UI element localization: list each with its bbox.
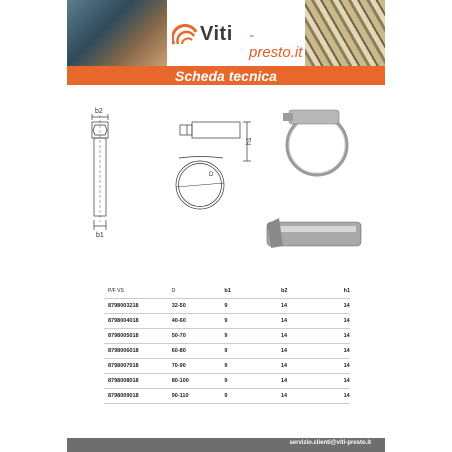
header-b1: b1 <box>216 284 269 299</box>
cell-d: 60-80 <box>168 344 217 359</box>
label-d: D <box>209 172 214 178</box>
cell-b1: 9 <box>216 359 269 374</box>
workshop-photo <box>67 0 167 66</box>
cell-d: 90-110 <box>168 389 217 404</box>
cell-d: 70-90 <box>168 359 217 374</box>
side-view-drawing <box>92 114 108 230</box>
table-row <box>104 344 350 359</box>
table-row <box>104 359 350 374</box>
header-d: D <box>168 284 217 299</box>
cell-h1: 14 <box>326 329 350 344</box>
header-b2: b2 <box>269 284 326 299</box>
cell-code: 8798003218 <box>104 299 168 314</box>
cell-h1: 14 <box>326 389 350 404</box>
cell-b2: 14 <box>269 344 326 359</box>
clamp-photo-top <box>283 110 347 175</box>
table-row <box>104 374 350 389</box>
cell-h1: 14 <box>326 299 350 314</box>
brand-logo[interactable] <box>172 22 303 61</box>
cell-d: 40-60 <box>168 314 217 329</box>
header <box>67 0 385 66</box>
logo-arc-icon <box>172 22 198 46</box>
cell-b1: 9 <box>216 329 269 344</box>
table-row <box>104 299 350 314</box>
cell-h1: 14 <box>326 344 350 359</box>
label-h1: h1 <box>246 137 253 145</box>
cell-b2: 14 <box>269 299 326 314</box>
cell-h1: 14 <box>326 359 350 374</box>
front-view-drawing <box>176 122 251 209</box>
cell-b2: 14 <box>269 359 326 374</box>
spec-table <box>104 284 350 404</box>
cell-h1: 14 <box>326 314 350 329</box>
header-h1: h1 <box>326 284 350 299</box>
cell-b2: 14 <box>269 329 326 344</box>
cell-b2: 14 <box>269 374 326 389</box>
table-row <box>104 389 350 404</box>
cell-d: 80-100 <box>168 374 217 389</box>
cell-b1: 9 <box>216 299 269 314</box>
cell-code: 8798005018 <box>104 329 168 344</box>
banner-title: Scheda tecnica <box>175 67 277 84</box>
title-banner <box>67 66 385 85</box>
technical-drawings <box>67 100 385 260</box>
screws-photo <box>305 0 385 66</box>
cell-b2: 14 <box>269 389 326 404</box>
table-row <box>104 329 350 344</box>
brand-suffix: -presto.it <box>249 27 303 61</box>
footer-email-link[interactable]: servizio.clienti@viti-presto.it <box>289 440 371 446</box>
cell-b1: 9 <box>216 314 269 329</box>
cell-code: 8798007018 <box>104 359 168 374</box>
cell-b1: 9 <box>216 374 269 389</box>
cell-code: 8798008018 <box>104 374 168 389</box>
cell-d: 32-50 <box>168 299 217 314</box>
cell-b1: 9 <box>216 389 269 404</box>
brand-name: Viti <box>200 23 233 45</box>
label-b2: b2 <box>95 108 103 115</box>
cell-b2: 14 <box>269 314 326 329</box>
cell-d: 50-70 <box>168 329 217 344</box>
cell-b1: 9 <box>216 344 269 359</box>
clamp-photo-bottom <box>267 218 361 248</box>
table-header-row <box>104 284 350 299</box>
cell-code: 8798009018 <box>104 389 168 404</box>
table-row <box>104 314 350 329</box>
header-code: P/F VS <box>104 284 168 299</box>
cell-code: 8798004018 <box>104 314 168 329</box>
footer <box>67 438 385 452</box>
cell-code: 8798006018 <box>104 344 168 359</box>
label-b1: b1 <box>96 232 104 239</box>
cell-h1: 14 <box>326 374 350 389</box>
